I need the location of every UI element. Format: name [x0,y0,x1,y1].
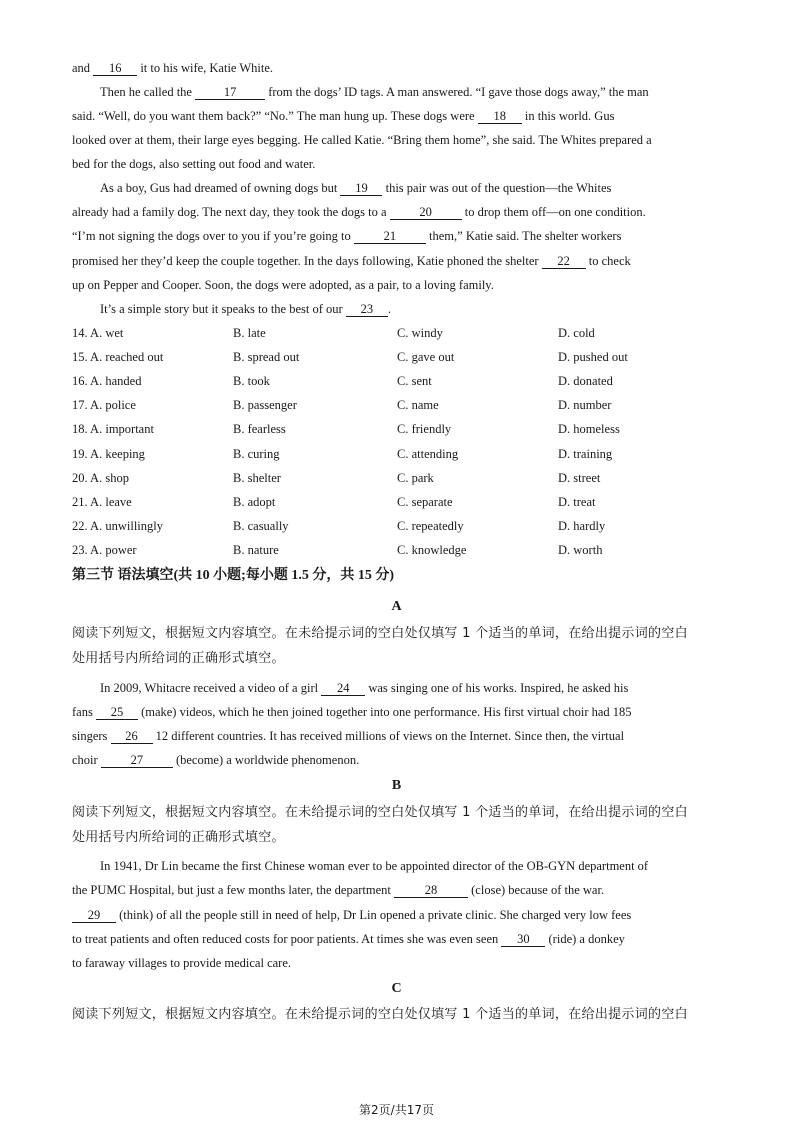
passage-line: “I’m not signing the dogs over to you if you’re going to 21 them,” Katie said. The shelter workers [72,229,622,243]
passage-line: already had a family dog. The next day, they took the dogs to a 20 to drop them off—on one condition. [72,205,646,219]
passage-line: In 1941, Dr Lin became the first Chinese woman ever to be appointed director of the OB-GYN department of [100,859,649,873]
passage-line: In 2009, Whitacre received a video of a girl 24 was singing one of his works. Inspired, he asked his [100,681,629,695]
passage-line: fans 25 (make) videos, which he then joined together into one performance. His first virtual choir had 185 [72,705,632,719]
passage-line: 29 (think) of all the people still in need of help, Dr Lin opened a private clinic. She charged very low fees [72,907,722,923]
blank-20: 20 [390,205,462,220]
blank-19: 19 [340,181,382,196]
blank-22: 22 [542,254,586,269]
instruction-line: 阅读下列短文，根据短文内容填空。在未给提示词的空白处仅填写 1 个适当的单词，在给出提示词的空白 [72,805,688,820]
blank-29: 29 [72,908,116,923]
passage-line: said. “Well, do you want them back?” “No.” The man hung up. These dogs were 18 in this world. Gus [72,109,615,123]
page-number: 第2页/共17页 [359,1103,434,1117]
passage-line: the PUMC Hospital, but just a few months later, the department 28 (close) because of the war. [72,883,605,897]
blank-17: 17 [195,85,265,100]
passage-line: looked over at them, their large eyes begging. He called Katie. “Bring them home”, she said. The Whites prepared a [72,133,652,147]
blank-23: 23 [346,302,388,317]
passage-line: choir 27 (become) a worldwide phenomenon. [72,753,360,767]
blank-21: 21 [354,229,426,244]
instruction-line: 处用括号内所给词的正确形式填空。 [72,830,285,845]
blank-16: 16 [93,61,137,76]
document-page: and 16 it to his wife, Katie White. Then he called the 17 from the dogs’ ID tags. A man answered. “I gave those dogs away,” the man said. “Well, do you want them back?” “No.” The man hung up. These dogs were 18 in this world. Gus looked over at them, their large eyes begging. He called Katie. “Bring them home”, she said. The Whites prepared a bed for the dogs, also setting out food and water. As a boy, Gus had dreamed of owning dogs but 19 this pair was out of the question—the Whites already had a family dog. The next day, they took the dogs to a 20 to drop them off—on one condition. “I’m not signing the dogs over to you if you’re going to 21 them,” Katie said. The shelter workers promised her they’d keep the couple together. In the days following, Katie phoned the shelter 22 to check up on Pepper and Cooper. Soon, the dogs were adopted, as a pair, to a loving family. It’s a simple story but it speaks to the best of our 23 . 14. A. wet B. late C. windy D. cold 15. A. reached out B. spread out C. gave out D. pushed out 16. A. handed B. took C. sent D. donated 17. A. police B. passenger C. name D. number 18. A. important B. fearless C. friendly D. homeless 19. A. keeping B. curing C. attending D. training 20. A. shop B. shelter C. park D. street 21. A. leave B. adopt C. separate D. treat 22. A. unwillingly B. casually C. repeatedly D. hardly 23. A. power B. nature C. knowledge D. worth 第三节 语法填空(共 10 小题;每小题 1.5 分，共 15 分) A 阅读下列短文，根据短文内容填空。在未给提示词的空白处仅填写 1 个适当的单词，在给出提示词的空白 处用括号内所给词的正确形式填空。 In 2009, Whitacre received a video of a girl 24 was singing one of his works. Inspired, he asked his fans 25 (make) videos, which he then joined together into one performance. His first virtual choir had 185 singers 26 12 different countries. It has received millions of views on the Internet. Since then, the virtual choir 27 (become) a worldwide phenomenon. B 阅读下列短文，根据短文内容填空。在未给提示词的空白处仅填写 1 个适当的单词，在给出提示词的空白 处用括号内所给词的正确形式填空。 In 1941, Dr Lin became the first Chinese woman ever to be appointed director of the OB-GYN department of the PUMC Hospital, but just a few months later, the department 28 (close) because of the war. 29 (think) of all the people still in need of help, Dr Lin opened a private clinic. She charged very low fees to treat patients and often reduced costs for poor patients. At times she was even seen 30 (ride) a donkey to faraway villages to provide medical care. C 阅读下列短文，根据短文内容填空。在未给提示词的空白处仅填写 1 个适当的单词，在给出提示词的空白 第2页/共17页 [0,0,793,1121]
passage-line: and 16 it to his wife, Katie White. [72,61,274,75]
passage-line: It’s a simple story but it speaks to the best of our 23 . [100,302,391,316]
passage-line: to treat patients and often reduced costs for poor patients. At times she was even seen 30 (ride) a donkey [72,932,625,946]
blank-30: 30 [501,932,545,947]
part-b-label: B [391,778,402,793]
passage-line: singers 26 12 different countries. It has received millions of views on the Internet. Since then, the virtual [72,729,625,743]
blank-28: 28 [394,883,468,898]
part-c-label: C [391,981,402,996]
passage-line: Then he called the 17 from the dogs’ ID tags. A man answered. “I gave those dogs away,” the man [100,85,649,99]
passage-line: promised her they’d keep the couple together. In the days following, Katie phoned the shelter 22 to check [72,254,631,268]
blank-18: 18 [478,109,522,124]
instruction-line: 阅读下列短文，根据短文内容填空。在未给提示词的空白处仅填写 1 个适当的单词，在给出提示词的空白 [72,626,688,641]
passage-line: to faraway villages to provide medical care. [72,956,292,970]
blank-25: 25 [96,705,138,720]
blank-26: 26 [111,729,153,744]
passage-line: up on Pepper and Cooper. Soon, the dogs were adopted, as a pair, to a loving family. [72,278,494,292]
blank-24: 24 [321,681,365,696]
passage-line: As a boy, Gus had dreamed of owning dogs but 19 this pair was out of the question—the Whites [100,181,612,195]
part-a-label: A [391,599,402,614]
passage-line: bed for the dogs, also setting out food and water. [72,157,316,171]
section-title: 第三节 语法填空(共 10 小题;每小题 1.5 分，共 15 分) [72,568,394,583]
instruction-line: 处用括号内所给词的正确形式填空。 [72,651,285,666]
instruction-line: 阅读下列短文，根据短文内容填空。在未给提示词的空白处仅填写 1 个适当的单词，在给出提示词的空白 [72,1007,688,1022]
blank-27: 27 [101,753,173,768]
